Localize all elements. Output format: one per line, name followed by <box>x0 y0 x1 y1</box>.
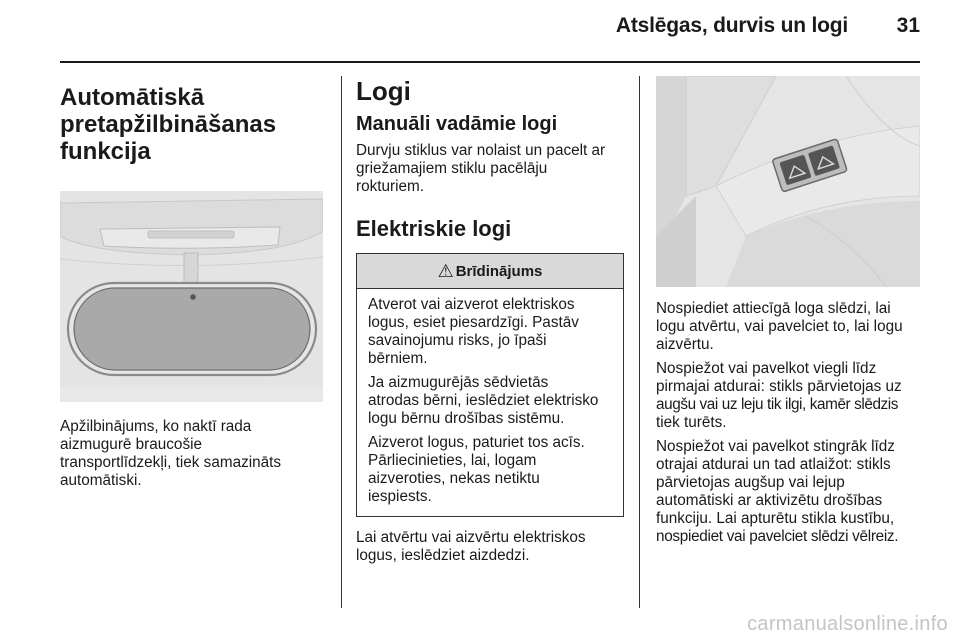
column-divider-left <box>341 76 342 608</box>
heading-line: funkcija <box>60 138 151 165</box>
text-line: atrodas bērni, ieslēdziet elektrisko <box>368 392 599 409</box>
text-line: Atverot vai aizverot elektriskos <box>368 296 575 313</box>
section-heading-windows: Logi <box>356 76 411 106</box>
subheading-manual-windows: Manuāli vadāmie logi <box>356 113 558 135</box>
subheading-electric-windows: Elektriskie logi <box>356 216 512 241</box>
text-line: Nospiediet attiecīgā loga slēdzi, lai <box>656 300 891 317</box>
text-line: logu bērnu drošības sistēmu. <box>368 410 565 427</box>
text-line: Nospiežot vai pavelkot stingrāk līdz <box>656 438 895 455</box>
watermark-text: carmanualsonline.info <box>747 613 948 635</box>
text-line: Ja aizmugurējās sēdvietās <box>368 374 549 391</box>
text-line: Nospiežot vai pavelkot viegli līdz <box>656 360 877 377</box>
text-line: iespiests. <box>368 488 432 505</box>
text-line: transportlīdzekļi, tiek samazināts <box>60 454 282 471</box>
text-line: Apžilbinājums, ko naktī rada <box>60 418 252 435</box>
heading-line: Automātiskā <box>60 84 205 111</box>
text-line: logus, ieslēdziet aizdedzi. <box>356 547 530 564</box>
text-line: augšu vai uz leju tik ilgi, kamēr slēdzis <box>656 396 899 413</box>
ignition-instruction <box>356 529 624 565</box>
header-title: Atslēgas, durvis un logi <box>615 14 848 37</box>
heading-line: pretapžilbināšanas <box>60 111 277 138</box>
second-detent-description <box>656 438 922 546</box>
text-line: automātiski ar aktivizētu drošības <box>656 492 883 509</box>
text-line: tiek turēts. <box>656 414 727 431</box>
text-line: griežamajiem stiklu pacēlāju <box>356 160 548 177</box>
text-line: pārvietojas augšup vai lejup <box>656 474 845 491</box>
first-detent-description <box>656 360 922 432</box>
text-line: nospiediet vai pavelciet slēdzi vēlreiz. <box>656 528 899 545</box>
column-divider-right <box>639 76 640 608</box>
text-line: savainojumu risks, jo īpaši <box>368 332 547 349</box>
text-line: pirmajai atdurai: stikls pārvietojas uz <box>656 378 902 395</box>
rearview-mirror-illustration <box>60 191 323 402</box>
text-line: funkciju. Lai apturētu stikla kustību, <box>656 510 895 527</box>
anti-dazzle-description <box>60 418 325 490</box>
warning-paragraph <box>368 374 614 428</box>
header-rule <box>60 61 920 63</box>
warning-triangle-icon: ⚠ <box>437 260 454 281</box>
left-column <box>60 76 325 490</box>
warning-paragraph <box>368 296 614 368</box>
middle-column <box>356 76 624 565</box>
page-number: 31 <box>896 14 920 37</box>
warning-body <box>357 289 623 516</box>
text-line: rokturiem. <box>356 178 424 195</box>
warning-paragraph <box>368 434 614 506</box>
text-line: logus, esiet piesardzīgi. Pastāv <box>368 314 579 331</box>
text-line: Durvju stiklus var nolaist un pacelt ar <box>356 142 606 159</box>
text-line: aizvērtu. <box>656 336 714 353</box>
text-line: Pārliecinieties, lai, logam <box>368 452 537 469</box>
warning-header <box>357 254 623 289</box>
window-switch-illustration <box>656 76 920 287</box>
window-switch-operation <box>656 300 922 354</box>
text-line: otrajai atdurai un tad atlaižot: stikls <box>656 456 891 473</box>
text-line: Aizverot logus, paturiet tos acīs. <box>368 434 585 451</box>
text-line: aizmugurē braucošie <box>60 436 202 453</box>
section-heading-anti-dazzle <box>60 84 325 165</box>
manual-windows-text <box>356 142 624 196</box>
text-line: aizveroties, nekas netiktu <box>368 470 540 487</box>
warning-title: Brīdinājums <box>455 262 543 280</box>
warning-box <box>356 253 624 517</box>
text-line: Lai atvērtu vai aizvērtu elektriskos <box>356 529 586 546</box>
text-line: automātiski. <box>60 472 142 489</box>
right-column <box>656 76 922 546</box>
text-line: bērniem. <box>368 350 428 367</box>
text-line: logu atvērtu, vai pavelciet to, lai logu <box>656 318 903 335</box>
